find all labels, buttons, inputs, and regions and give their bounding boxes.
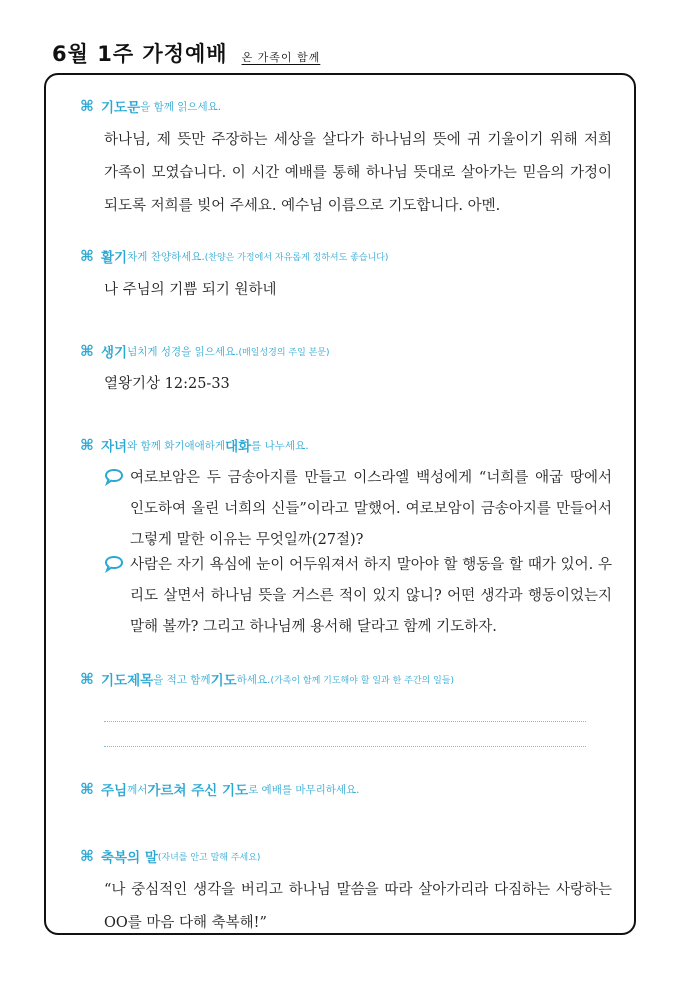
section-prayer-title: 기도문	[101, 100, 141, 116]
section-prayer-instruction: 을 함께 읽으세요.	[140, 100, 222, 113]
section-lords-prayer-instruction: 께서	[127, 783, 148, 796]
section-prayer-heading	[80, 96, 221, 116]
speech-bubble-icon	[104, 463, 130, 556]
page-header	[52, 38, 320, 68]
question-text: 사람은 자기 욕심에 눈이 어두워져서 하지 말아야 할 행동을 할 때가 있어. 우리도 살면서 하나님 뜻을 거스른 적이 있지 않니? 어떤 생각과 행동이었는지 말해 볼까? 그리고 하나님께 용서해 달라고 함께 기도하자.	[130, 557, 612, 635]
section-prayer-topics-instruction-end: 하세요.	[236, 673, 271, 686]
clover-icon: ⌘	[80, 846, 94, 865]
clover-icon: ⌘	[80, 246, 94, 265]
prayer-topic-write-line[interactable]	[104, 746, 586, 747]
section-talk-title: 자녀	[101, 439, 128, 455]
section-praise-heading	[80, 246, 388, 266]
section-lords-prayer-heading	[80, 779, 360, 799]
section-bible-heading	[80, 341, 330, 361]
speech-bubble-icon	[104, 550, 130, 643]
section-talk-heading	[80, 435, 309, 455]
section-prayer-topics-title-2: 기도	[210, 673, 237, 689]
section-praise-title: 활기	[101, 250, 128, 266]
question-item	[104, 463, 612, 556]
prayer-text: 하나님, 제 뜻만 주장하는 세상을 살다가 하나님의 뜻에 귀 기울이기 위해 저희 가족이 모였습니다. 이 시간 예배를 통해 하나님 뜻대로 살아가는 믿음의 가정이 되도록 저희를 빚어 주세요. 예수님 이름으로 기도합니다. 아멘.	[104, 132, 612, 214]
section-lords-prayer-title: 주님	[101, 783, 128, 799]
clover-icon: ⌘	[80, 669, 94, 688]
prayer-topic-write-line[interactable]	[104, 721, 586, 722]
section-blessing-heading	[80, 846, 260, 866]
section-bible-title: 생기	[101, 345, 128, 361]
bible-passage: 열왕기상 12:25-33	[104, 376, 230, 392]
blessing-text: “나 중심적인 생각을 버리고 하나님 말씀을 따라 살아가리라 다짐하는 사랑하는 OO를 마음 다해 축복해!”	[104, 882, 612, 931]
section-prayer-topics-note: (가족이 함께 기도해야 할 일과 한 주간의 일들)	[270, 675, 454, 686]
section-bible-note: (매일성경의 주일 본문)	[238, 347, 330, 358]
clover-icon: ⌘	[80, 779, 94, 798]
section-lords-prayer-title-2: 가르쳐 주신 기도	[147, 783, 249, 799]
section-praise-note: (찬양은 가정에서 자유롭게 정하셔도 좋습니다)	[204, 252, 389, 263]
section-blessing-title: 축복의 말	[101, 850, 158, 866]
section-talk-instruction: 와 함께 화기애애하게	[127, 439, 226, 452]
section-bible-instruction: 넘치게 성경을 읽으세요.	[127, 345, 239, 358]
section-prayer-topics-heading	[80, 669, 454, 689]
clover-icon: ⌘	[80, 96, 94, 115]
section-lords-prayer-instruction-end: 로 예배를 마무리하세요.	[248, 783, 360, 796]
section-prayer-topics-instruction: 을 적고 함께	[153, 673, 211, 686]
clover-icon: ⌘	[80, 341, 94, 360]
section-prayer-topics-title: 기도제목	[101, 673, 154, 689]
section-talk-instruction-end: 를 나누세요.	[251, 439, 309, 452]
praise-song: 나 주님의 기쁨 되기 원하네	[104, 282, 277, 298]
page-title: 6월 1주 가정예배	[52, 42, 228, 66]
section-praise-instruction: 차게 찬양하세요.	[127, 250, 205, 263]
page-subtitle: 온 가족이 함께	[241, 51, 321, 64]
section-talk-title-2: 대화	[225, 439, 252, 455]
question-text: 여로보암은 두 금송아지를 만들고 이스라엘 백성에게 “너희를 애굽 땅에서 인도하여 올린 너희의 신들”이라고 말했어. 여로보암이 금송아지를 만들어서 그렇게 말한 이유는 무엇일까(27절)?	[130, 470, 612, 548]
clover-icon: ⌘	[80, 435, 94, 454]
question-item	[104, 550, 612, 643]
section-blessing-note: (자녀를 안고 말해 주세요)	[157, 852, 261, 863]
